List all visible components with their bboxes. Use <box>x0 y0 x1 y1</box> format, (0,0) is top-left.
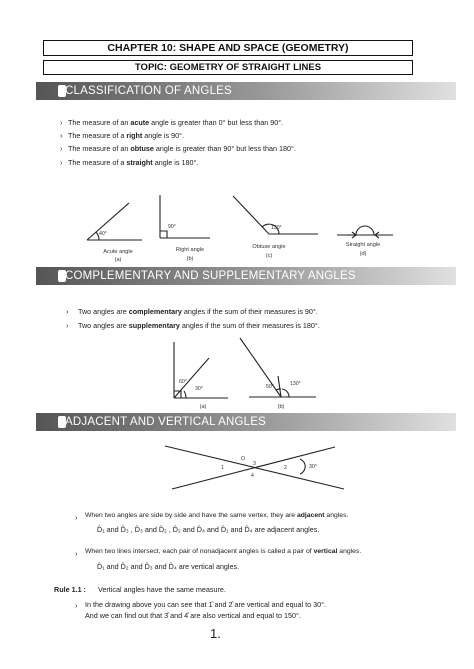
right-letter: (b) <box>186 256 194 262</box>
label-30-deg: 30° <box>309 464 317 470</box>
vertical-pairs: D̂₁ and D̂₂ and D̂₃ and D̂₄ are vertical angles. <box>97 562 240 571</box>
section-heading-comp-supp: COMPLEMENTARY AND SUPPLEMENTARY ANGLES <box>36 267 456 285</box>
bullet-arrow-icon: › <box>66 321 69 330</box>
obtuse-letter: (c) <box>265 253 273 259</box>
supp-letter: (b) <box>277 404 285 410</box>
supplementary-definition: Two angles are supplementary angles if the sum of their measures is 180°. <box>78 321 320 330</box>
bullet-arrow-icon: › <box>60 144 63 153</box>
label-2: 2 <box>284 465 287 471</box>
acute-angle-label: 40° <box>99 231 107 237</box>
bullet-arrow-icon: › <box>60 131 63 140</box>
rule-example-line1: In the drawing above you can see that 1̂ and 2̂ are vertical and equal to 30°. <box>85 600 327 609</box>
label-1: 1 <box>221 465 224 471</box>
section-heading-classification: CLASSIFICATION OF ANGLES <box>36 82 456 100</box>
complementary-definition: Two angles are complementary angles if the sum of their measures is 90°. <box>78 307 318 316</box>
bullet-arrow-icon: › <box>75 601 78 610</box>
straight-caption: Straight angle <box>345 242 381 248</box>
supp-label-50: 50° <box>266 384 274 390</box>
rule-example-line2: And we can find out that 3̂ and 4̂ are also vertical and equal to 150°. <box>85 611 301 620</box>
comp-letter: (a) <box>199 404 207 410</box>
adjacent-pairs: D̂₁ and D̂₃ , D̂₃ and D̂₂ , D̂₂ and D̂₄ and D̂₁ and D̂₄ are adjacent angles. <box>97 525 320 534</box>
acute-letter: (a) <box>114 257 122 263</box>
bullet-arrow-icon: › <box>75 549 78 558</box>
obtuse-angle-label: 130° <box>271 225 282 231</box>
bullet-arrow-icon: › <box>75 513 78 522</box>
comp-label-30: 30° <box>195 386 203 392</box>
chapter-title: CHAPTER 10: SHAPE AND SPACE (GEOMETRY) <box>43 40 413 56</box>
right-definition: The measure of a right angle is 90°. <box>68 131 184 140</box>
label-3: 3 <box>253 461 256 467</box>
label-4: 4 <box>251 473 254 479</box>
rule-label: Rule 1.1 : <box>54 585 86 594</box>
supp-label-130: 130° <box>290 381 301 387</box>
page-number: 1. <box>210 626 221 641</box>
right-angle-label: 90° <box>168 224 176 230</box>
obtuse-definition: The measure of an obtuse angle is greater than 90° but less than 180°. <box>68 144 296 153</box>
bullet-arrow-icon: › <box>60 158 63 167</box>
right-caption: Right angle <box>175 247 205 253</box>
straight-definition: The measure of a straight angle is 180°. <box>68 158 199 167</box>
comp-label-60: 60° <box>179 379 187 385</box>
acute-caption: Acute angle <box>103 249 133 255</box>
label-o: O <box>241 456 246 462</box>
vertical-definition: When two lines intersect, each pair of nonadjacent angles is called a pair of vertical angles. <box>85 548 362 555</box>
topic-title: TOPIC: GEOMETRY OF STRAIGHT LINES <box>43 60 413 75</box>
adjacent-definition: When two angles are side by side and have the same vertex, they are adjacent angles. <box>85 512 349 519</box>
bullet-arrow-icon: › <box>60 118 63 127</box>
section-heading-adjacent: ADJACENT AND VERTICAL ANGLES <box>36 413 456 431</box>
bullet-arrow-icon: › <box>66 307 69 316</box>
straight-letter: (d) <box>359 251 367 257</box>
obtuse-caption: Obtuse angle <box>252 244 286 250</box>
rule-text: Vertical angles have the same measure. <box>98 585 226 594</box>
acute-definition: The measure of an acute angle is greater than 0° but less than 90°. <box>68 118 284 127</box>
